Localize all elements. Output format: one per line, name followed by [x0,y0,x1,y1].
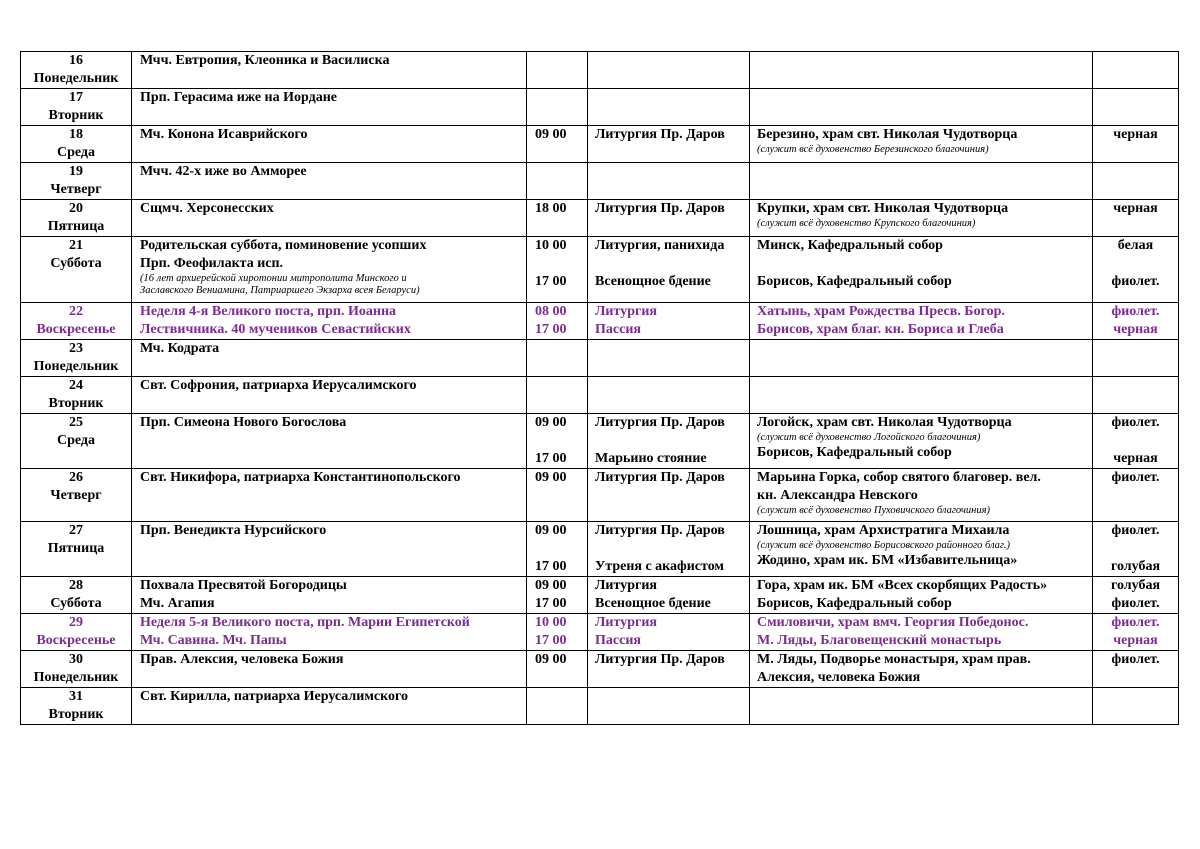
day-number: 31 [69,689,83,704]
day-number: 16 [69,53,83,68]
place-cell [750,522,1093,577]
service-time: 10 00 [535,615,567,630]
feast-title: Прп. Симеона Нового Богослова [140,415,347,430]
place-cell [750,200,1093,237]
feast-title: Мч. Конона Исаврийского [140,127,308,142]
day-cell [21,414,132,469]
weekday: Понедельник [33,670,119,685]
day-number: 28 [69,578,83,593]
service-time: 17 00 [535,596,567,611]
vestment-color: голубая [1110,578,1161,593]
place-name: Марьина Горка, собор святого благовер. вел. [757,470,1041,485]
vestment-color: фиолет. [1111,274,1160,289]
service-name: Литургия [595,304,657,319]
place-name: Березино, храм свт. Николая Чудотворца [757,127,1018,142]
service-name: Литургия Пр. Даров [595,415,725,430]
feast-title: Лествичника. 40 мучеников Севастийских [140,322,411,337]
time-cell [527,340,588,377]
day-number: 17 [69,90,83,105]
feast-cell [132,237,527,303]
time-cell [527,469,588,522]
feast-title: Неделя 4-я Великого поста, прп. Иоанна [140,304,397,319]
service-cell [588,377,750,414]
day-cell [21,614,132,651]
weekday: Понедельник [33,359,119,374]
place-name: Лошница, храм Архистратига Михаила [757,523,1010,538]
weekday: Понедельник [33,71,119,86]
place-cell [750,469,1093,522]
table-row [21,200,1179,237]
service-name: Литургия Пр. Даров [595,470,725,485]
weekday: Пятница [47,541,105,556]
day-number: 24 [69,378,83,393]
table-row [21,237,1179,303]
service-name: Литургия [595,578,657,593]
vestment-color-cell [1093,237,1179,303]
service-time: 17 00 [535,559,567,574]
place-name: Смиловичи, храм вмч. Георгия Победонос. [757,615,1029,630]
weekday: Воскресенье [36,322,116,337]
service-time: 08 00 [535,304,567,319]
vestment-color: фиолет. [1111,596,1160,611]
place-note: (служит всё духовенство Борисовского районного благ.) [757,540,1010,551]
service-time: 09 00 [535,652,567,667]
feast-cell [132,414,527,469]
service-time: 09 00 [535,127,567,142]
place-cell [750,688,1093,725]
place-cell [750,89,1093,126]
service-cell [588,237,750,303]
weekday: Четверг [50,488,102,503]
vestment-color: фиолет. [1111,415,1160,430]
feast-title: Сщмч. Херсонесских [140,201,274,216]
feast-cell [132,522,527,577]
feast-title: Мчч. 42-х иже во Амморее [140,164,307,179]
table-row [21,522,1179,577]
vestment-color: фиолет. [1111,615,1160,630]
service-name: Литургия Пр. Даров [595,201,725,216]
service-time: 17 00 [535,322,567,337]
place-cell [750,614,1093,651]
day-cell [21,163,132,200]
feast-title: Свт. Софрония, патриарха Иерусалимского [140,378,417,393]
service-time: 09 00 [535,470,567,485]
service-name: Марьино стояние [595,451,707,466]
day-cell [21,651,132,688]
place-cell [750,52,1093,89]
time-cell [527,688,588,725]
table-row [21,651,1179,688]
time-cell [527,163,588,200]
vestment-color-cell [1093,522,1179,577]
feast-title: Прп. Герасима иже на Иордане [140,90,337,105]
place-name: кн. Александра Невского [757,488,918,503]
service-name: Литургия Пр. Даров [595,652,725,667]
day-number: 27 [69,523,83,538]
feast-title: Мчч. Евтропия, Клеоника и Василиска [140,53,390,68]
weekday: Суббота [50,596,102,611]
place-cell [750,577,1093,614]
service-time: 17 00 [535,633,567,648]
day-cell [21,89,132,126]
table-row [21,163,1179,200]
vestment-color-cell [1093,52,1179,89]
service-name: Пассия [595,633,641,648]
place-cell [750,163,1093,200]
place-name: Хатынь, храм Рождества Пресв. Богор. [757,304,1005,319]
day-number: 29 [69,615,83,630]
vestment-color-cell [1093,469,1179,522]
service-cell [588,414,750,469]
time-cell [527,89,588,126]
day-cell [21,577,132,614]
time-cell [527,200,588,237]
feast-title: Мч. Савина. Мч. Папы [140,633,287,648]
service-time: 17 00 [535,451,567,466]
day-cell [21,126,132,163]
weekday: Пятница [47,219,105,234]
place-name: Борисов, Кафедральный собор [757,445,952,460]
vestment-color-cell [1093,303,1179,340]
table-row [21,89,1179,126]
table-row [21,126,1179,163]
service-time: 17 00 [535,274,567,289]
service-time: 09 00 [535,523,567,538]
vestment-color-cell [1093,126,1179,163]
feast-title: Прп. Венедикта Нурсийского [140,523,327,538]
day-number: 26 [69,470,83,485]
weekday: Суббота [50,256,102,271]
place-cell [750,126,1093,163]
day-cell [21,688,132,725]
place-name: Борисов, Кафедральный собор [757,596,952,611]
service-cell [588,126,750,163]
place-name: Минск, Кафедральный собор [757,238,943,253]
feast-title: Родительская суббота, поминовение усопших [140,238,427,253]
service-name: Литургия Пр. Даров [595,523,725,538]
feast-cell [132,651,527,688]
day-cell [21,340,132,377]
place-cell [750,340,1093,377]
feast-title: Похвала Пресвятой Богородицы [140,578,347,593]
weekday: Воскресенье [36,633,116,648]
time-cell [527,414,588,469]
day-cell [21,200,132,237]
vestment-color-cell [1093,577,1179,614]
place-note: (служит всё духовенство Березинского благочиния) [757,144,989,155]
vestment-color-cell [1093,200,1179,237]
place-cell [750,414,1093,469]
day-number: 22 [69,304,83,319]
place-name: М. Ляды, Подворье монастыря, храм прав. [757,652,1031,667]
vestment-color-cell [1093,651,1179,688]
table-row [21,52,1179,89]
day-number: 19 [69,164,83,179]
service-name: Литургия Пр. Даров [595,127,725,142]
time-cell [527,522,588,577]
vestment-color: черная [1113,201,1158,216]
service-name: Литургия [595,615,657,630]
feast-cell [132,340,527,377]
feast-cell [132,377,527,414]
service-cell [588,469,750,522]
weekday: Вторник [48,396,104,411]
day-cell [21,303,132,340]
time-cell [527,126,588,163]
service-name: Пассия [595,322,641,337]
time-cell [527,651,588,688]
place-note: (служит всё духовенство Крупского благочиния) [757,218,976,229]
feast-title: Прп. Феофилакта исп. [140,256,284,271]
day-number: 23 [69,341,83,356]
vestment-color: фиолет. [1111,470,1160,485]
vestment-color: черная [1113,127,1158,142]
service-name: Утреня с акафистом [595,559,724,574]
feast-note: (16 лет архиерейской хиротонии митрополита Минского и [140,273,407,284]
feast-cell [132,688,527,725]
table-row [21,414,1179,469]
feast-title: Свт. Никифора, патриарха Константинопольского [140,470,461,485]
service-cell [588,52,750,89]
day-number: 20 [69,201,83,216]
weekday: Вторник [48,108,104,123]
time-cell [527,237,588,303]
table-row [21,303,1179,340]
service-cell [588,200,750,237]
vestment-color: голубая [1110,559,1161,574]
feast-note: Заславского Вениамина, Патриаршего Экзарха всея Беларуси) [140,285,420,296]
weekday: Среда [56,145,95,160]
vestment-color-cell [1093,377,1179,414]
day-cell [21,237,132,303]
weekday: Четверг [50,182,102,197]
table-row [21,577,1179,614]
place-name: Крупки, храм свт. Николая Чудотворца [757,201,1009,216]
day-number: 25 [69,415,83,430]
feast-title: Мч. Агапия [140,596,215,611]
service-cell [588,340,750,377]
service-name: Литургия, панихида [595,238,725,253]
place-name: Борисов, храм благ. кн. Бориса и Глеба [757,322,1004,337]
service-name: Всенощное бдение [595,274,711,289]
service-cell [588,577,750,614]
feast-cell [132,577,527,614]
vestment-color: черная [1113,322,1158,337]
table-row [21,377,1179,414]
time-cell [527,614,588,651]
feast-title: Прав. Алексия, человека Божия [140,652,344,667]
service-time: 09 00 [535,415,567,430]
table-row [21,688,1179,725]
feast-cell [132,126,527,163]
time-cell [527,377,588,414]
place-name: Гора, храм ик. БМ «Всех скорбящих Радость» [757,578,1048,593]
vestment-color-cell [1093,614,1179,651]
vestment-color-cell [1093,89,1179,126]
place-cell [750,651,1093,688]
feast-cell [132,163,527,200]
time-cell [527,52,588,89]
day-number: 21 [69,238,83,253]
vestment-color: фиолет. [1111,304,1160,319]
feast-cell [132,469,527,522]
vestment-color: черная [1113,451,1158,466]
service-cell [588,651,750,688]
vestment-color-cell [1093,414,1179,469]
vestment-color: фиолет. [1111,523,1160,538]
feast-title: Мч. Кодрата [140,341,220,356]
service-cell [588,614,750,651]
weekday: Среда [56,433,95,448]
day-cell [21,377,132,414]
vestment-color-cell [1093,340,1179,377]
feast-cell [132,303,527,340]
day-number: 18 [69,127,83,142]
day-number: 30 [69,652,83,667]
feast-cell [132,614,527,651]
place-name: Жодино, храм ик. БМ «Избавительница» [757,553,1018,568]
schedule-table [20,51,1179,725]
vestment-color: фиолет. [1111,652,1160,667]
time-cell [527,577,588,614]
vestment-color-cell [1093,688,1179,725]
service-name: Всенощное бдение [595,596,711,611]
place-name: Борисов, Кафедральный собор [757,274,952,289]
place-cell [750,377,1093,414]
service-time: 09 00 [535,578,567,593]
day-cell [21,52,132,89]
weekday: Вторник [48,707,104,722]
service-time: 18 00 [535,201,567,216]
place-name: М. Ляды, Благовещенский монастырь [757,633,1002,648]
place-cell [750,303,1093,340]
table-row [21,340,1179,377]
feast-cell [132,52,527,89]
place-cell [750,237,1093,303]
place-note: (служит всё духовенство Логойского благочиния) [757,432,981,443]
table-row [21,469,1179,522]
feast-title: Свт. Кирилла, патриарха Иерусалимского [140,689,408,704]
time-cell [527,303,588,340]
table-row [21,614,1179,651]
place-note: (служит всё духовенство Пуховичского благочиния) [757,505,991,516]
place-name: Алексия, человека Божия [757,670,921,685]
place-name: Логойск, храм свт. Николая Чудотворца [757,415,1012,430]
vestment-color: черная [1113,633,1158,648]
service-cell [588,303,750,340]
service-time: 10 00 [535,238,567,253]
feast-cell [132,200,527,237]
vestment-color-cell [1093,163,1179,200]
service-cell [588,688,750,725]
day-cell [21,522,132,577]
feast-cell [132,89,527,126]
service-cell [588,522,750,577]
service-cell [588,163,750,200]
vestment-color: белая [1117,238,1154,253]
service-cell [588,89,750,126]
feast-title: Неделя 5-я Великого поста, прп. Марии Египетской [140,615,470,630]
day-cell [21,469,132,522]
